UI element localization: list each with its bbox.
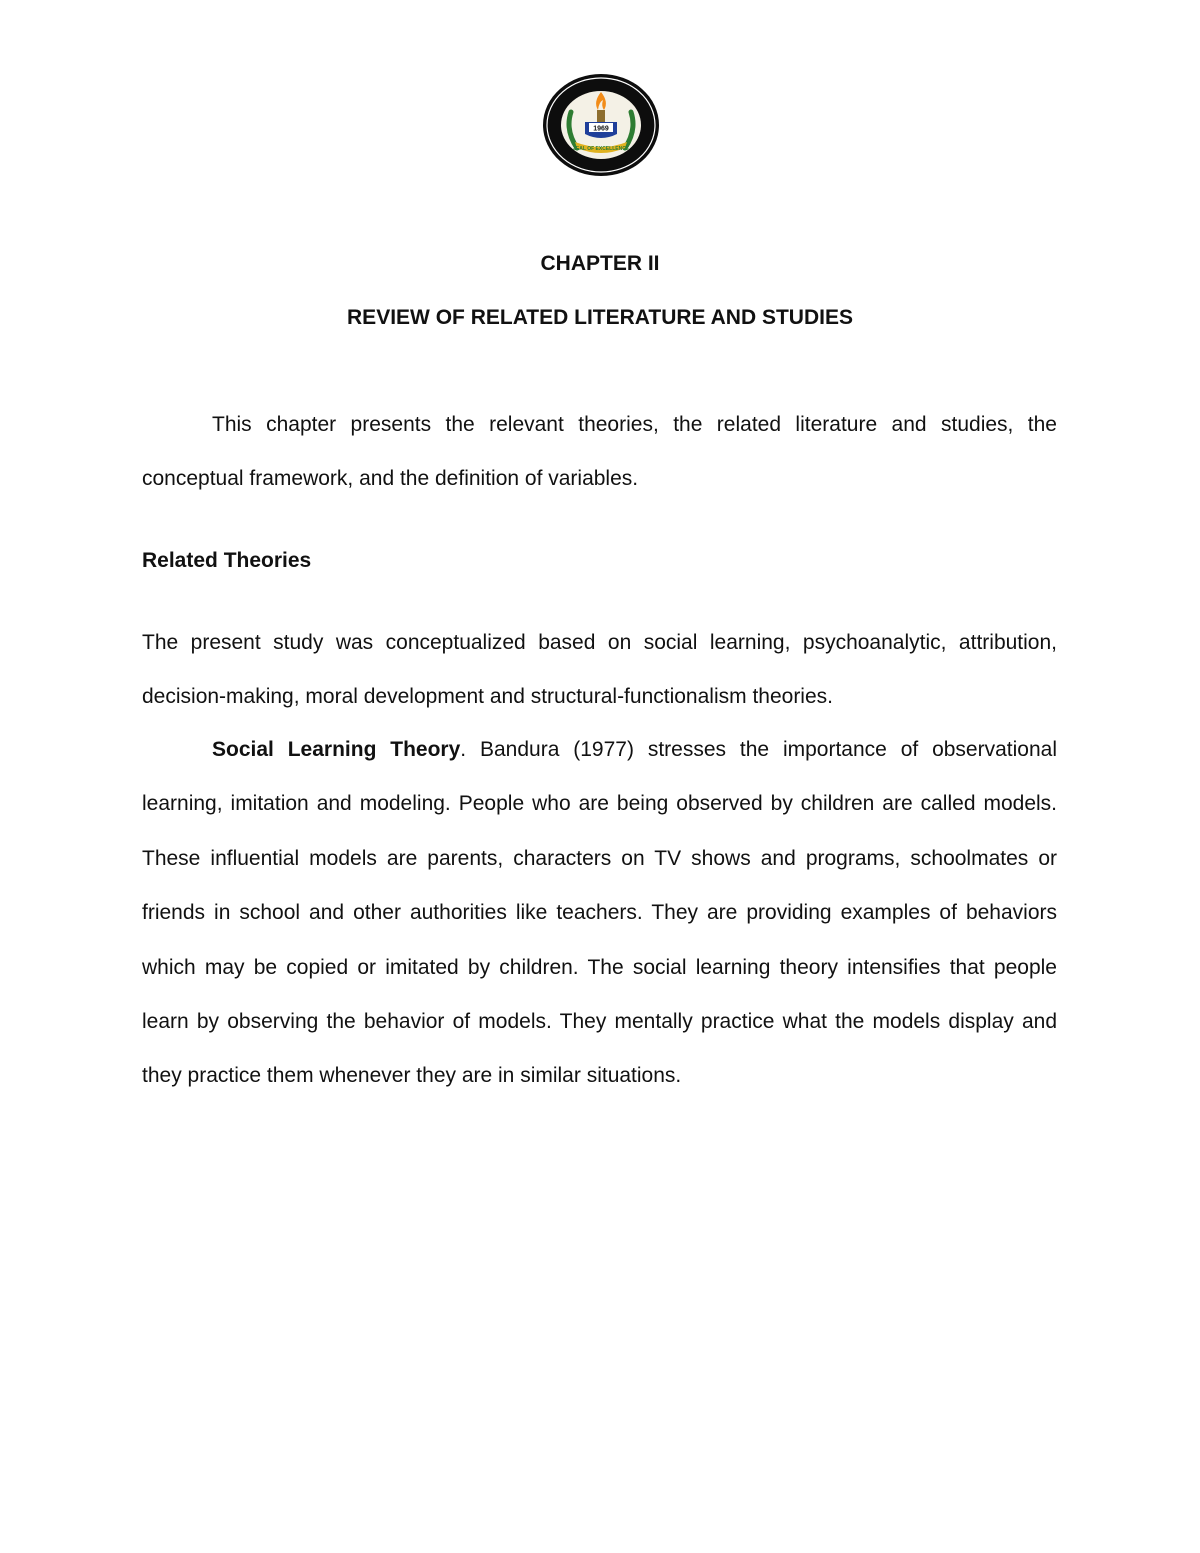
chapter-title: REVIEW OF RELATED LITERATURE AND STUDIES: [347, 306, 853, 329]
social-learning-paragraph: [142, 723, 1057, 1104]
theories-intro-paragraph: The present study was conceptualized based on social learning, psychoanalytic, attribution, decision-making, moral development and structural-functionalism theories.: [142, 631, 1057, 709]
school-seal-logo: [541, 72, 661, 178]
seal-banner-text: ZEAL OF EXCELLENCE: [572, 146, 630, 152]
seal-year: 1969: [593, 125, 609, 133]
intro-paragraph: This chapter presents the relevant theories, the related literature and studies, the conceptual framework, and the definition of variables.: [142, 413, 1057, 491]
social-learning-term: Social Learning Theory: [212, 738, 461, 761]
social-learning-text: . Bandura (1977) stresses the importance of observational learning, imitation and modeling. People who are being observed by children are called models. These influential models are parents, characters on TV shows and programs, schoolmates or friends in school and other authorities like teachers. They are providing examples of behaviors which may be copied or imitated by children. The social learning theory intensifies that people learn by observing the behavior of models. They mentally practice what the models display and they practice them whenever they are in similar situations.: [142, 738, 1057, 1088]
chapter-label: CHAPTER II: [540, 252, 660, 275]
section-heading-related-theories: Related Theories: [142, 549, 312, 572]
